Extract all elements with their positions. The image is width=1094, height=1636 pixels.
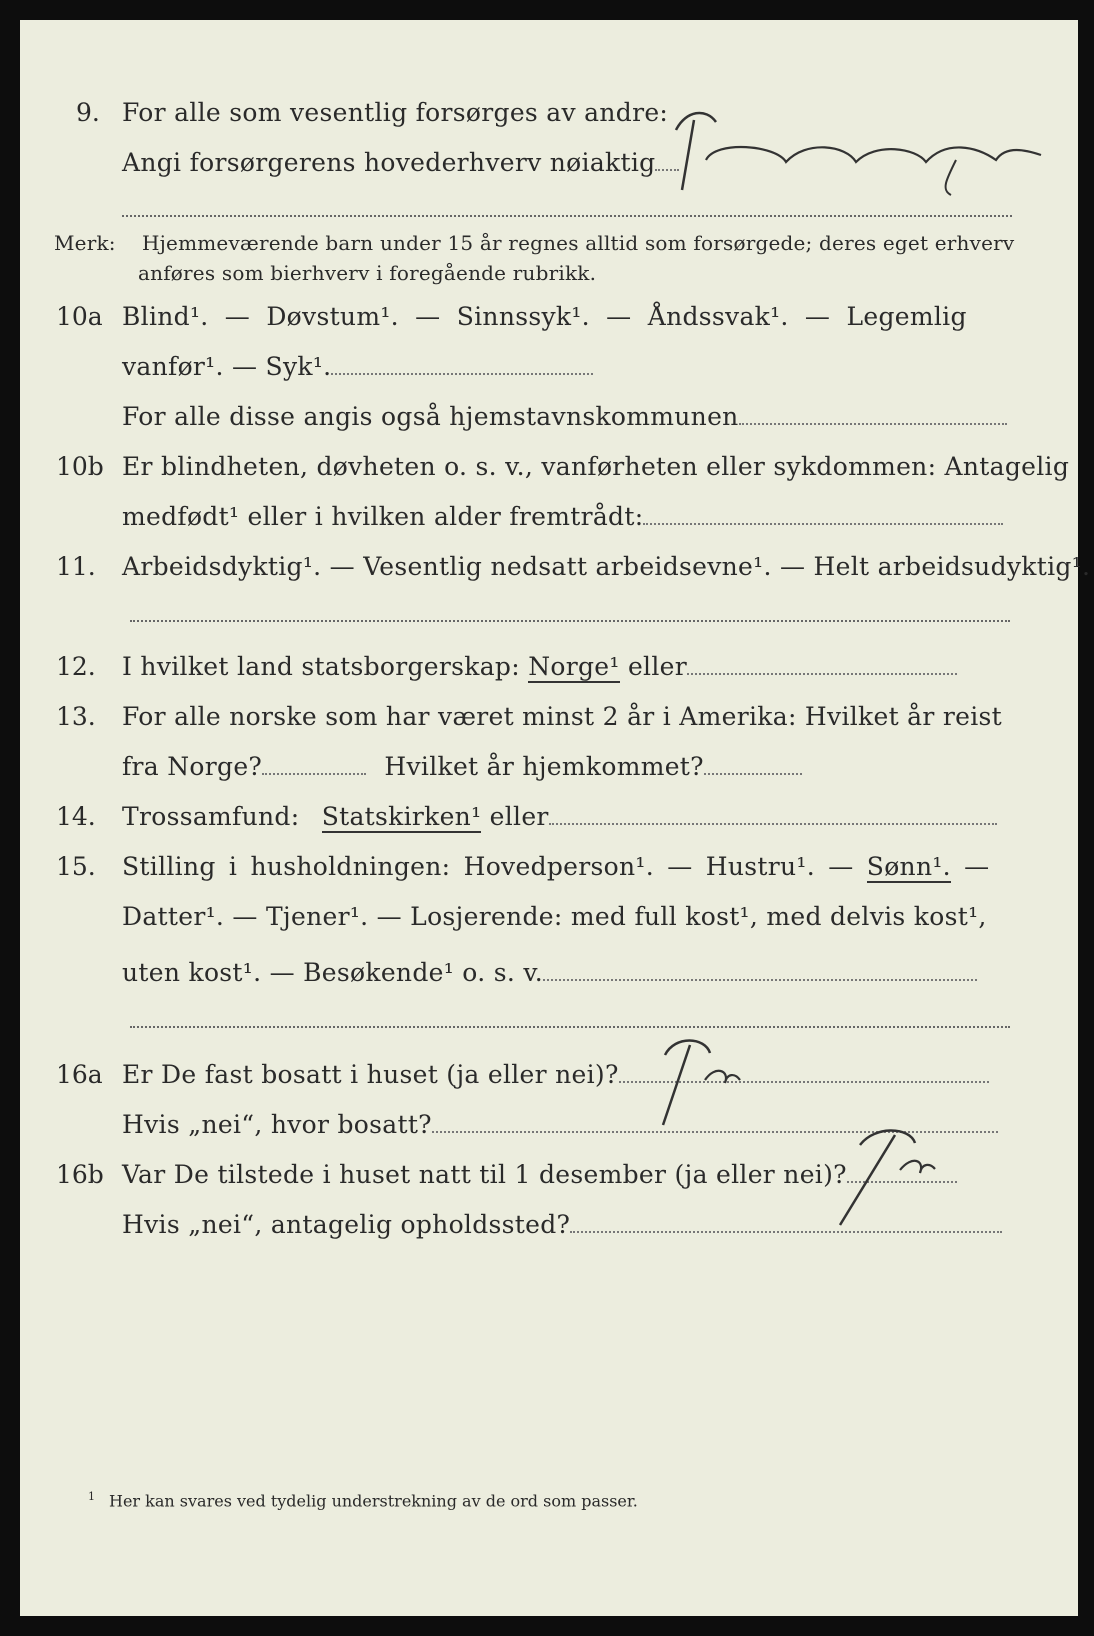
q13-line2a: fra Norge? bbox=[122, 752, 263, 781]
q10a-line1: Blind¹. — Døvstum¹. — Sinnssyk¹. — Åndssvak¹. — Legemlig bbox=[122, 302, 967, 331]
q13-number: 13. bbox=[56, 702, 96, 731]
q9-number: 9. bbox=[76, 98, 100, 127]
q15-line3-text: uten kost¹. — Besøkende¹ o. s. v. bbox=[122, 958, 544, 987]
q16b-line2-text: Hvis „nei“, antagelig opholdssted? bbox=[122, 1210, 571, 1239]
q9-handwritten-answer bbox=[656, 100, 1056, 204]
q10b-line2-leader bbox=[643, 522, 1003, 525]
merk-line2: anføres som bierhverv i foregående rubrikk. bbox=[138, 261, 597, 285]
footnote-text: Her kan svares ved tydelig understrekning av de ord som passer. bbox=[109, 1491, 638, 1511]
census-form-page bbox=[20, 20, 1091, 1616]
q10a-number: 10a bbox=[56, 302, 103, 331]
merk-line1: Hjemmeværende barn under 15 år regnes alltid som forsørgede; deres eget erhverv bbox=[142, 231, 1015, 255]
q12-number: 12. bbox=[56, 652, 96, 681]
footnote bbox=[88, 1490, 638, 1510]
q14-leader bbox=[549, 822, 997, 825]
q12-norge-underlined: Norge¹ bbox=[528, 652, 620, 681]
q9-line2-text: Angi forsørgerens hovederhverv nøiaktig bbox=[122, 148, 656, 177]
q10a-line3-text: For alle disse angis også hjemstavnskommunen bbox=[122, 402, 739, 431]
q16a-line1-text: Er De fast bosatt i huset (ja eller nei)? bbox=[122, 1060, 619, 1089]
q14-text: Trossamfund: bbox=[122, 802, 300, 831]
q9-blank-line bbox=[122, 215, 1012, 217]
q10a-line2-text: vanfør¹. — Syk¹. bbox=[122, 352, 332, 381]
q16b-number: 16b bbox=[56, 1160, 104, 1189]
q13-leader-a bbox=[262, 772, 366, 775]
q15-sonn-underlined: Sønn¹. bbox=[866, 852, 951, 881]
q14-line bbox=[122, 802, 997, 831]
q15-line1b: — bbox=[964, 852, 990, 881]
q16b-handwriting-svg bbox=[820, 1105, 940, 1235]
q13-line1: For alle norske som har været minst 2 år i Amerika: Hvilket år reist bbox=[122, 702, 1003, 731]
q15-line3-leader bbox=[543, 978, 977, 981]
q12-leader bbox=[687, 672, 957, 675]
q16a-handwritten-answer bbox=[635, 1025, 755, 1139]
q11-line1: Arbeidsdyktig¹. — Vesentlig nedsatt arbeidsevne¹. — Helt arbeidsudyktig¹. bbox=[122, 552, 1091, 581]
q16a-handwriting-svg bbox=[635, 1025, 755, 1135]
q11-number: 11. bbox=[56, 552, 96, 581]
q10a-line3 bbox=[122, 402, 1007, 431]
q13-line2b: Hvilket år hjemkommet? bbox=[384, 752, 704, 781]
q10b-line2 bbox=[122, 502, 1003, 531]
q15-blank-line bbox=[130, 1026, 1010, 1028]
q12-text: I hvilket land statsborgerskap: bbox=[122, 652, 520, 681]
q16a-line1 bbox=[122, 1060, 989, 1089]
q9-line2 bbox=[122, 148, 679, 177]
q16b-line1-text: Var De tilstede i huset natt til 1 desember (ja eller nei)? bbox=[122, 1160, 847, 1189]
merk-label: Merk: bbox=[54, 231, 116, 255]
q12-eller: eller bbox=[627, 652, 687, 681]
q16a-number: 16a bbox=[56, 1060, 103, 1089]
q10b-line1: Er blindheten, døvheten o. s. v., vanførheten eller sykdommen: Antagelig bbox=[122, 452, 1070, 481]
q14-eller: eller bbox=[489, 802, 549, 831]
q10a-line2-leader bbox=[331, 372, 593, 375]
q11-blank-line bbox=[130, 620, 1010, 622]
q14-statskirken-underlined: Statskirken¹ bbox=[321, 802, 482, 831]
q9-handwriting-svg bbox=[656, 100, 1056, 200]
q10b-line2-text: medfødt¹ eller i hvilken alder fremtrådt: bbox=[122, 502, 644, 531]
q13-line2 bbox=[122, 752, 802, 781]
q15-line1a: Stilling i husholdningen: Hovedperson¹. — Hustru¹. — bbox=[122, 852, 854, 881]
q16a-line2-text: Hvis „nei“, hvor bosatt? bbox=[122, 1110, 432, 1139]
q9-line1: For alle som vesentlig forsørges av andre: bbox=[122, 98, 669, 127]
q10a-line2 bbox=[122, 352, 593, 381]
q15-line1 bbox=[122, 852, 989, 881]
q14-number: 14. bbox=[56, 802, 96, 831]
q16b-handwritten-answer bbox=[820, 1105, 940, 1239]
q10a-line3-leader bbox=[739, 422, 1007, 425]
q15-line3 bbox=[122, 958, 977, 987]
q15-number: 15. bbox=[56, 852, 96, 881]
q15-line2: Datter¹. — Tjener¹. — Losjerende: med full kost¹, med delvis kost¹, bbox=[122, 902, 987, 931]
footnote-mark: 1 bbox=[88, 1490, 95, 1503]
q12-line bbox=[122, 652, 957, 681]
q13-leader-b bbox=[704, 772, 802, 775]
q10b-number: 10b bbox=[56, 452, 104, 481]
